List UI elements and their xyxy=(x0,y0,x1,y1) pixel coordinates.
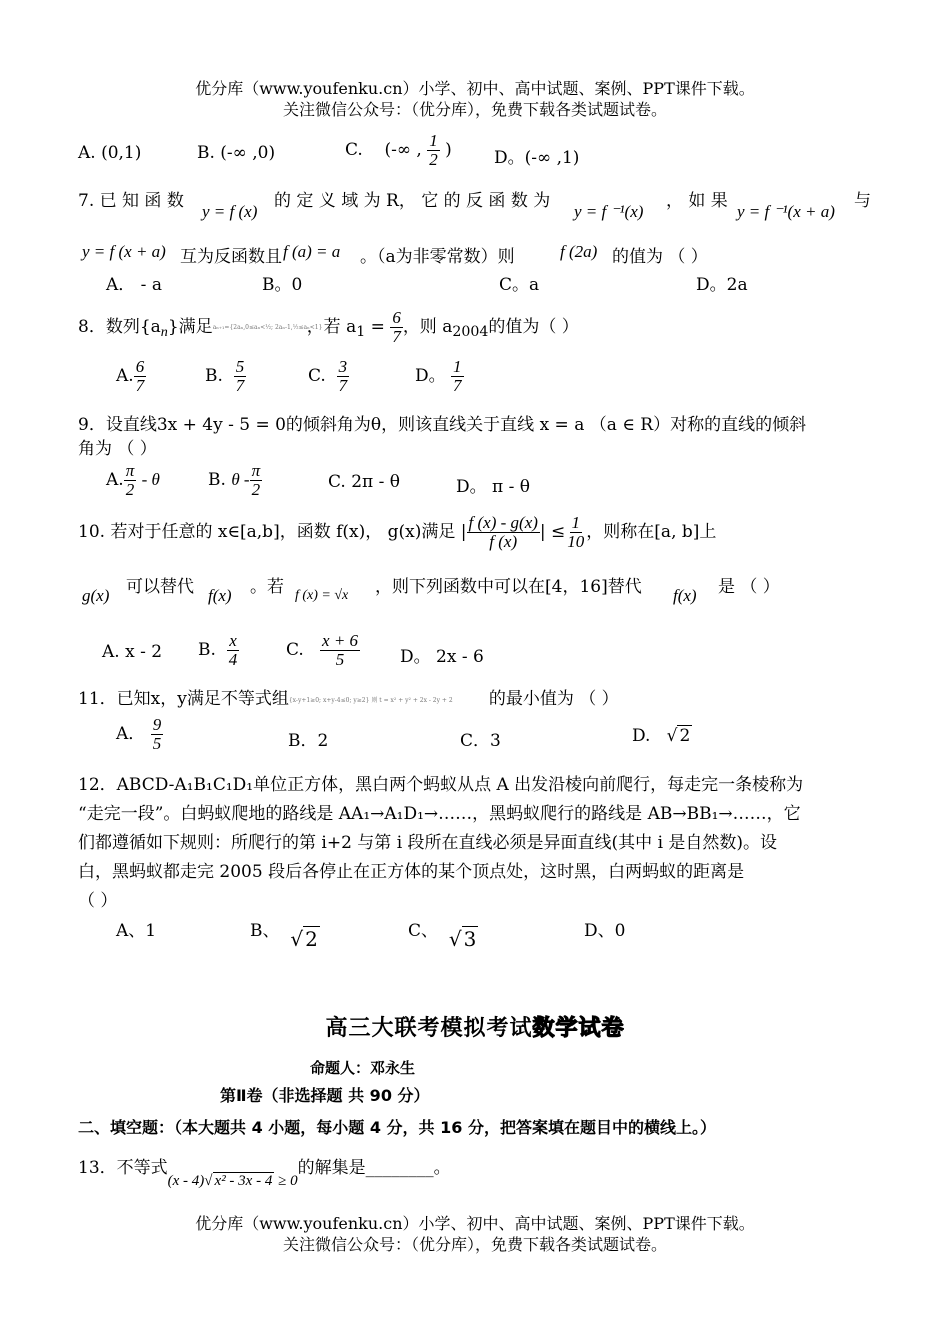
q11-option-b: B．2 xyxy=(288,731,329,751)
q10-option-c: C. $\frac{x + 6}{5}$ xyxy=(286,631,359,669)
q9-line-2: 角为 （ ） xyxy=(78,439,157,459)
q7-text-4: 与 xyxy=(854,191,871,211)
q8-option-d: D。 $\frac{1}{7}$ xyxy=(415,357,462,395)
footer-line-2: 关注微信公众号：（优分库），免费下载各类试题试卷。 xyxy=(282,1235,667,1254)
q7-func: y = f (x) xyxy=(202,202,258,221)
q10-option-d: D。 2x - 6 xyxy=(400,647,484,667)
q12-line-1: 12．ABCD-A₁B₁C₁D₁单位正方体，黑白两个蚂蚁从点 A 出发沿棱向前爬行，每走完一条棱称为 xyxy=(78,775,804,795)
q7-inverse: y = f ⁻¹(x) xyxy=(574,202,644,221)
q9-line-1: 9．设直线3x + 4y - 5 = 0的倾斜角为θ，则该直线关于直线 x = a （a ∈ R）对称的直线的倾斜 xyxy=(78,415,807,435)
q13-expression: (x - 4)√ x² - 3x - 4 ≥ 0 xyxy=(167,1173,298,1189)
q12-option-d: D、0 xyxy=(584,921,626,941)
header-line-1: 优分库（www.youfenku.cn）小学、初中、高中试题、案例、PPT课件下载。 xyxy=(195,79,755,98)
q7-func-shift: y = f (x + a) xyxy=(82,242,166,261)
q7-text-7: 的值为 （ ） xyxy=(612,247,708,267)
q12-line-4: 白，黑蚂蚁都走完 2005 段后各停止在正方体的某个顶点处，这时黑，白两蚂蚁的距离是 xyxy=(78,862,745,882)
q7-text-6: 。（a为非零常数）则 xyxy=(360,247,515,267)
q8-sub-2004: 2004 xyxy=(452,324,489,341)
q11-system-formula: {x-y+1≥0; x+y-4≤0; y≥2} 则 t = x² + y² + 2x - 2y + 2 xyxy=(288,697,453,704)
q6-option-c xyxy=(345,132,452,169)
q9-option-c: C. 2π - θ xyxy=(328,472,400,492)
q10-text-7: 是 （ ） xyxy=(718,577,780,597)
q10-text-3: ，则称在[a, b]上 xyxy=(586,521,717,542)
q12-line-5: （ ） xyxy=(78,891,118,911)
q7-option-c: C。a xyxy=(499,275,540,295)
q6-option-c-fraction: $\frac{1}{2}$ xyxy=(429,131,438,169)
q10-line-1 xyxy=(78,514,716,551)
header-line-2: 关注微信公众号：（优分库），免费下载各类试题试卷。 xyxy=(282,100,667,119)
q10-gx: g(x) xyxy=(82,586,110,605)
exam-title xyxy=(0,1011,950,1042)
q6-option-d: D。(-∞ ,1) xyxy=(494,148,580,168)
q8-piecewise-formula: aₙ₊₁={2aₙ,0≤aₙ<½; 2aₙ-1,½≤aₙ<1} xyxy=(212,323,323,331)
q13-text-2: 的解集是________。 xyxy=(297,1158,451,1178)
q10-text-1: 10. 若对于任意的 x∈[a,b]，函数 f(x)， g(x)满足 | xyxy=(78,521,467,542)
q7-option-a: A． - a xyxy=(106,275,162,295)
q7-text-3: ， 如 果 xyxy=(666,191,728,211)
q11-text-1: 11．已知x，y满足不等式组 xyxy=(78,689,289,709)
q10-option-a: A. x - 2 xyxy=(102,642,163,662)
q10-text-5: 。若 xyxy=(250,577,284,597)
q10-fx-2: f(x) xyxy=(673,586,697,605)
q8-text-4: ，则 a xyxy=(402,316,453,337)
q7-inverse-shift: y = f ⁻¹(x + a) xyxy=(737,202,835,221)
q12-option-a: A、1 xyxy=(116,921,157,941)
q10-fx: f(x) xyxy=(208,586,232,605)
q10-text-6: ，则下列函数中可以在[4，16]替代 xyxy=(375,577,642,597)
q6-option-c-label: C. xyxy=(345,139,363,160)
q7-option-d: D。2a xyxy=(696,275,748,295)
q12-line-3: 们都遵循如下规则：所爬行的第 i+2 与第 i 段所在直线必须是异面直线(其中 i 是自然数)。设 xyxy=(78,833,778,853)
q7-target: f (2a) xyxy=(560,242,598,261)
q8-text-1: 8．数列{a xyxy=(78,316,161,337)
q10-bound-fraction: $\frac{1}{10}$ xyxy=(567,513,585,551)
section-heading: 二、填空题：（本大题共 4 小题，每小题 4 分，共 16 分，把答案填在题目中的横线上。） xyxy=(78,1118,716,1137)
volume-heading: 第Ⅱ卷（非选择题 共 90 分） xyxy=(220,1086,430,1105)
q8-fraction: $\frac{6}{7}$ xyxy=(392,308,401,346)
q11-stem xyxy=(78,684,619,709)
q6-option-a: A. (0,1) xyxy=(78,143,142,163)
q7-text-1: 7. 已 知 函 数 xyxy=(78,191,184,211)
question-13 xyxy=(78,1153,451,1189)
q11-text-2: 的最小值为 （ ） xyxy=(488,689,619,709)
exam-author: 命题人：邓永生 xyxy=(310,1059,416,1077)
q12-line-2: “走完一段”。白蚂蚁爬地的路线是 AA₁→A₁D₁→……，黑蚂蚁爬行的路线是 AB→BB₁→……，它 xyxy=(78,804,801,824)
q11-option-d: D. √ 2 xyxy=(632,726,691,746)
q12-option-c: C、 √ 3 xyxy=(408,921,477,951)
q8-text-3: ，若 a xyxy=(306,316,357,337)
exam-title-main: 高三大联考模拟考试 xyxy=(325,1016,533,1041)
q13-text-1: 13．不等式 xyxy=(78,1158,168,1178)
q10-text-2: | ≤ xyxy=(539,521,566,542)
q10-option-b: B. $\frac{x}{4}$ xyxy=(198,631,238,669)
q6-option-c-right: ) xyxy=(445,139,452,160)
exam-title-outline: 数学试卷 xyxy=(532,1016,625,1041)
q8-text-eq: = xyxy=(365,316,391,337)
q8-option-a: A. $\frac{6}{7}$ xyxy=(116,357,145,395)
q10-ratio-fraction: $\frac{f (x) - g(x)}{f (x)}$ xyxy=(468,513,538,551)
q8-text-5: 的值为（ ） xyxy=(488,316,579,337)
q9-option-b: B. θ - $\frac{\pi}{2}$ xyxy=(208,461,261,499)
q8-sub-1: 1 xyxy=(356,324,366,341)
footer-line-1: 优分库（www.youfenku.cn）小学、初中、高中试题、案例、PPT课件下载。 xyxy=(195,1214,755,1233)
q7-text-5: 互为反函数且 xyxy=(180,247,282,267)
q10-text-4: 可以替代 xyxy=(126,577,194,597)
q6-option-c-left: (-∞ , xyxy=(384,139,422,160)
q12-option-b: B、 √ 2 xyxy=(250,921,318,951)
q9-option-a: A. $\frac{\pi}{2}$ - θ xyxy=(106,461,160,499)
q11-option-c: C．3 xyxy=(460,731,501,751)
q9-option-d: D。 π - θ xyxy=(456,477,530,497)
q8-option-c: C. $\frac{3}{7}$ xyxy=(308,357,348,395)
q8-sub-n: n xyxy=(160,324,168,341)
q8-stem xyxy=(78,309,579,346)
q6-option-b: B. (-∞ ,0) xyxy=(197,143,276,163)
q10-fx-sqrt: f (x) = √x xyxy=(295,588,349,603)
q7-text-2: 的 定 义 域 为 R， 它 的 反 函 数 为 xyxy=(274,191,551,211)
q8-text-2: }满足 xyxy=(167,316,213,337)
q8-option-b: B. $\frac{5}{7}$ xyxy=(205,357,245,395)
q7-condition: f (a) = a xyxy=(283,242,341,261)
q7-option-b: B。0 xyxy=(262,275,303,295)
q11-option-a: A． $\frac{9}{5}$ xyxy=(116,715,162,753)
